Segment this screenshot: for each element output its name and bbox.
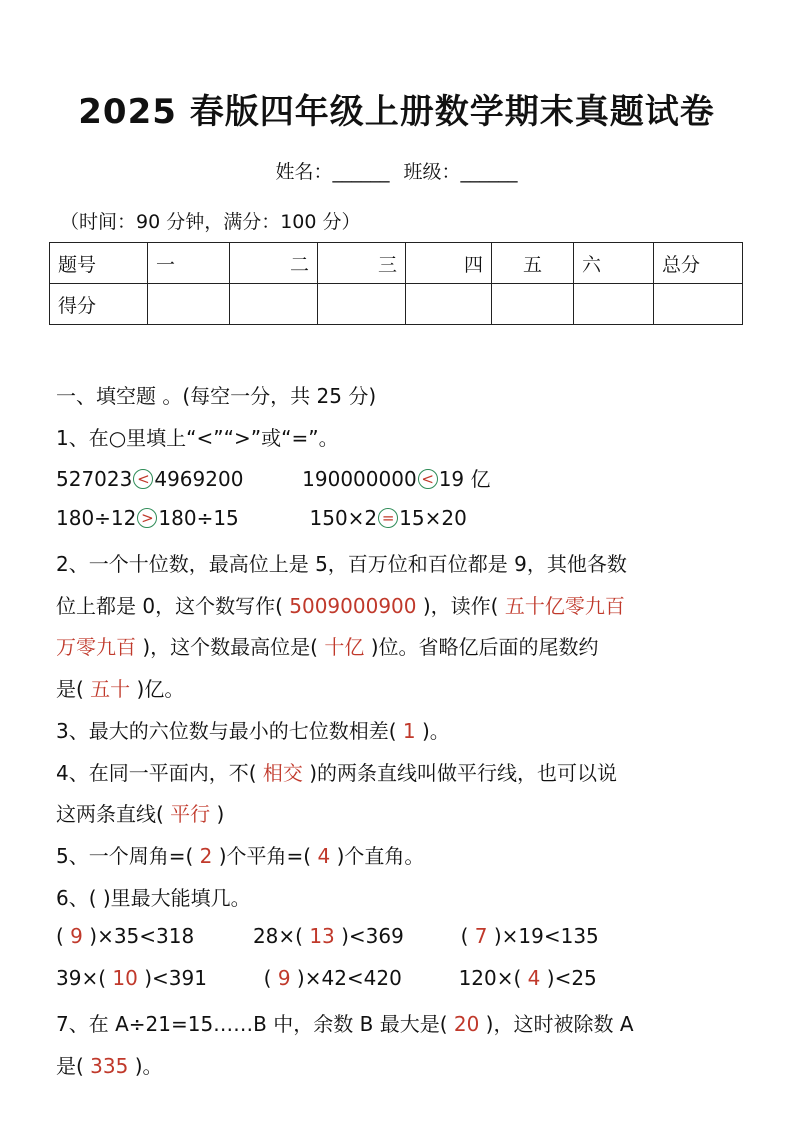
- answer-text: 1: [402, 719, 416, 743]
- compare-left: 190000000: [302, 467, 417, 491]
- answer-text: 平行: [170, 802, 211, 826]
- score-table-header-row: [50, 243, 743, 284]
- question-text: ): [216, 802, 225, 826]
- answer-text: 4: [317, 844, 331, 868]
- score-cell: [492, 284, 574, 325]
- question-text: 是(: [56, 1054, 84, 1078]
- score-header-cell: 六: [574, 243, 654, 284]
- exam-time-info: （时间：90 分钟，满分：100 分）: [60, 211, 361, 233]
- score-cell: [574, 284, 654, 325]
- question-text: 5、一个周角=(: [56, 844, 194, 868]
- compare-right: 15×20: [399, 506, 467, 530]
- score-header-cell: 总分: [654, 243, 743, 284]
- question-text: )<25: [546, 966, 597, 990]
- score-table: [49, 242, 743, 325]
- question-text: 4、在同一平面内，不(: [56, 761, 257, 785]
- question-2-line-2: [56, 590, 625, 619]
- question-text: )个平角=(: [218, 844, 312, 868]
- question-text: )亿。: [136, 677, 185, 701]
- answer-text: 7: [474, 924, 488, 948]
- answer-text: 2: [199, 844, 213, 868]
- answer-text: 10: [112, 966, 138, 990]
- question-text: )。: [421, 719, 450, 743]
- question-4-line-1: [56, 757, 617, 786]
- score-header-cell: 四: [406, 243, 492, 284]
- answer-text: 五十亿零九百: [504, 594, 625, 618]
- score-cell: [148, 284, 230, 325]
- question-text: )，读作(: [422, 594, 499, 618]
- question-6-text: 6、( )里最大能填几。: [56, 886, 251, 910]
- answer-text: 9: [70, 924, 83, 948]
- question-text: )，这时被除数 A: [485, 1012, 634, 1036]
- score-row-label: 得分: [50, 284, 148, 325]
- answer-text: 4: [527, 966, 541, 990]
- question-6-row-1: [56, 924, 599, 948]
- compare-right: 19 亿: [438, 467, 491, 491]
- question-2-line-4: [56, 673, 184, 702]
- question-3: [56, 715, 450, 744]
- answer-text: 335: [90, 1054, 129, 1078]
- question-text: )，这个数最高位是(: [142, 635, 318, 659]
- answer-text: 9: [277, 966, 291, 990]
- question-text: (: [56, 924, 64, 948]
- question-5: [56, 840, 424, 869]
- section-heading: 一、填空题 。(每空一分，共 25 分): [56, 384, 377, 408]
- answer-text: 20: [453, 1012, 480, 1036]
- question-text: )个直角。: [336, 844, 425, 868]
- question-text: )的两条直线叫做平行线，也可以说: [309, 761, 618, 785]
- score-cell: [406, 284, 492, 325]
- answer-text: 五十: [90, 677, 131, 701]
- question-6-row-2: [56, 966, 597, 990]
- answer-text: 13: [309, 924, 335, 948]
- compare-left: 150×2: [309, 506, 378, 530]
- question-4-line-2: [56, 798, 224, 827]
- question-2-line-1: 2、一个十位数，最高位上是 5，百万位和百位都是 9，其他各数: [56, 552, 627, 576]
- question-text: 7、在 A÷21=15……B 中，余数 B 最大是(: [56, 1012, 448, 1036]
- compare-circle-answer: >: [137, 508, 157, 528]
- question-text: )。: [134, 1054, 163, 1078]
- question-1-row-2: [56, 506, 467, 530]
- answer-text: 万零九百: [56, 635, 136, 659]
- question-text: 这两条直线(: [56, 802, 164, 826]
- question-text: )<391: [144, 966, 207, 990]
- score-header-cell: 三: [318, 243, 406, 284]
- class-field-label: 班级：______: [403, 161, 518, 183]
- answer-text: 5009000900: [289, 594, 417, 618]
- compare-circle-answer: <: [418, 469, 438, 489]
- compare-left: 180÷12: [56, 506, 137, 530]
- question-text: )×35<318: [89, 924, 195, 948]
- question-text: )×42<420: [296, 966, 402, 990]
- compare-left: 527023: [56, 467, 133, 491]
- question-text: 120×(: [458, 966, 522, 990]
- score-table-score-row: [50, 284, 743, 325]
- question-text: (: [460, 924, 469, 948]
- score-header-cell: 题号: [50, 243, 148, 284]
- page-title: 2025 春版四年级上册数学期末真题试卷: [78, 92, 715, 132]
- question-text: (: [263, 966, 272, 990]
- question-text: 39×(: [56, 966, 107, 990]
- question-text: 是(: [56, 677, 84, 701]
- compare-right: 180÷15: [158, 506, 239, 530]
- answer-text: 相交: [262, 761, 303, 785]
- question-text: )<369: [341, 924, 404, 948]
- question-text: )位。省略亿后面的尾数约: [370, 635, 599, 659]
- score-cell: [230, 284, 318, 325]
- score-header-cell: 二: [230, 243, 318, 284]
- name-field-label: 姓名：______: [275, 161, 390, 183]
- compare-right: 4969200: [154, 467, 244, 491]
- answer-text: 十亿: [324, 635, 365, 659]
- question-text: 3、最大的六位数与最小的七位数相差(: [56, 719, 397, 743]
- question-text: 28×(: [252, 924, 303, 948]
- compare-circle-answer: <: [133, 469, 153, 489]
- student-info-line: [0, 157, 793, 184]
- question-7-line-2: [56, 1050, 163, 1079]
- question-1-row-1: [56, 463, 491, 492]
- question-2-line-3: [56, 631, 599, 660]
- score-cell: [654, 284, 743, 325]
- score-header-cell: 一: [148, 243, 230, 284]
- question-7-line-1: [56, 1008, 634, 1037]
- score-header-cell: 五: [492, 243, 574, 284]
- compare-circle-answer: =: [378, 508, 398, 528]
- question-text: )×19<135: [493, 924, 599, 948]
- score-cell: [318, 284, 406, 325]
- question-text: 位上都是 0，这个数写作(: [56, 594, 283, 618]
- question-1-text: 1、在○里填上“<”“>”或“=”。: [56, 426, 339, 450]
